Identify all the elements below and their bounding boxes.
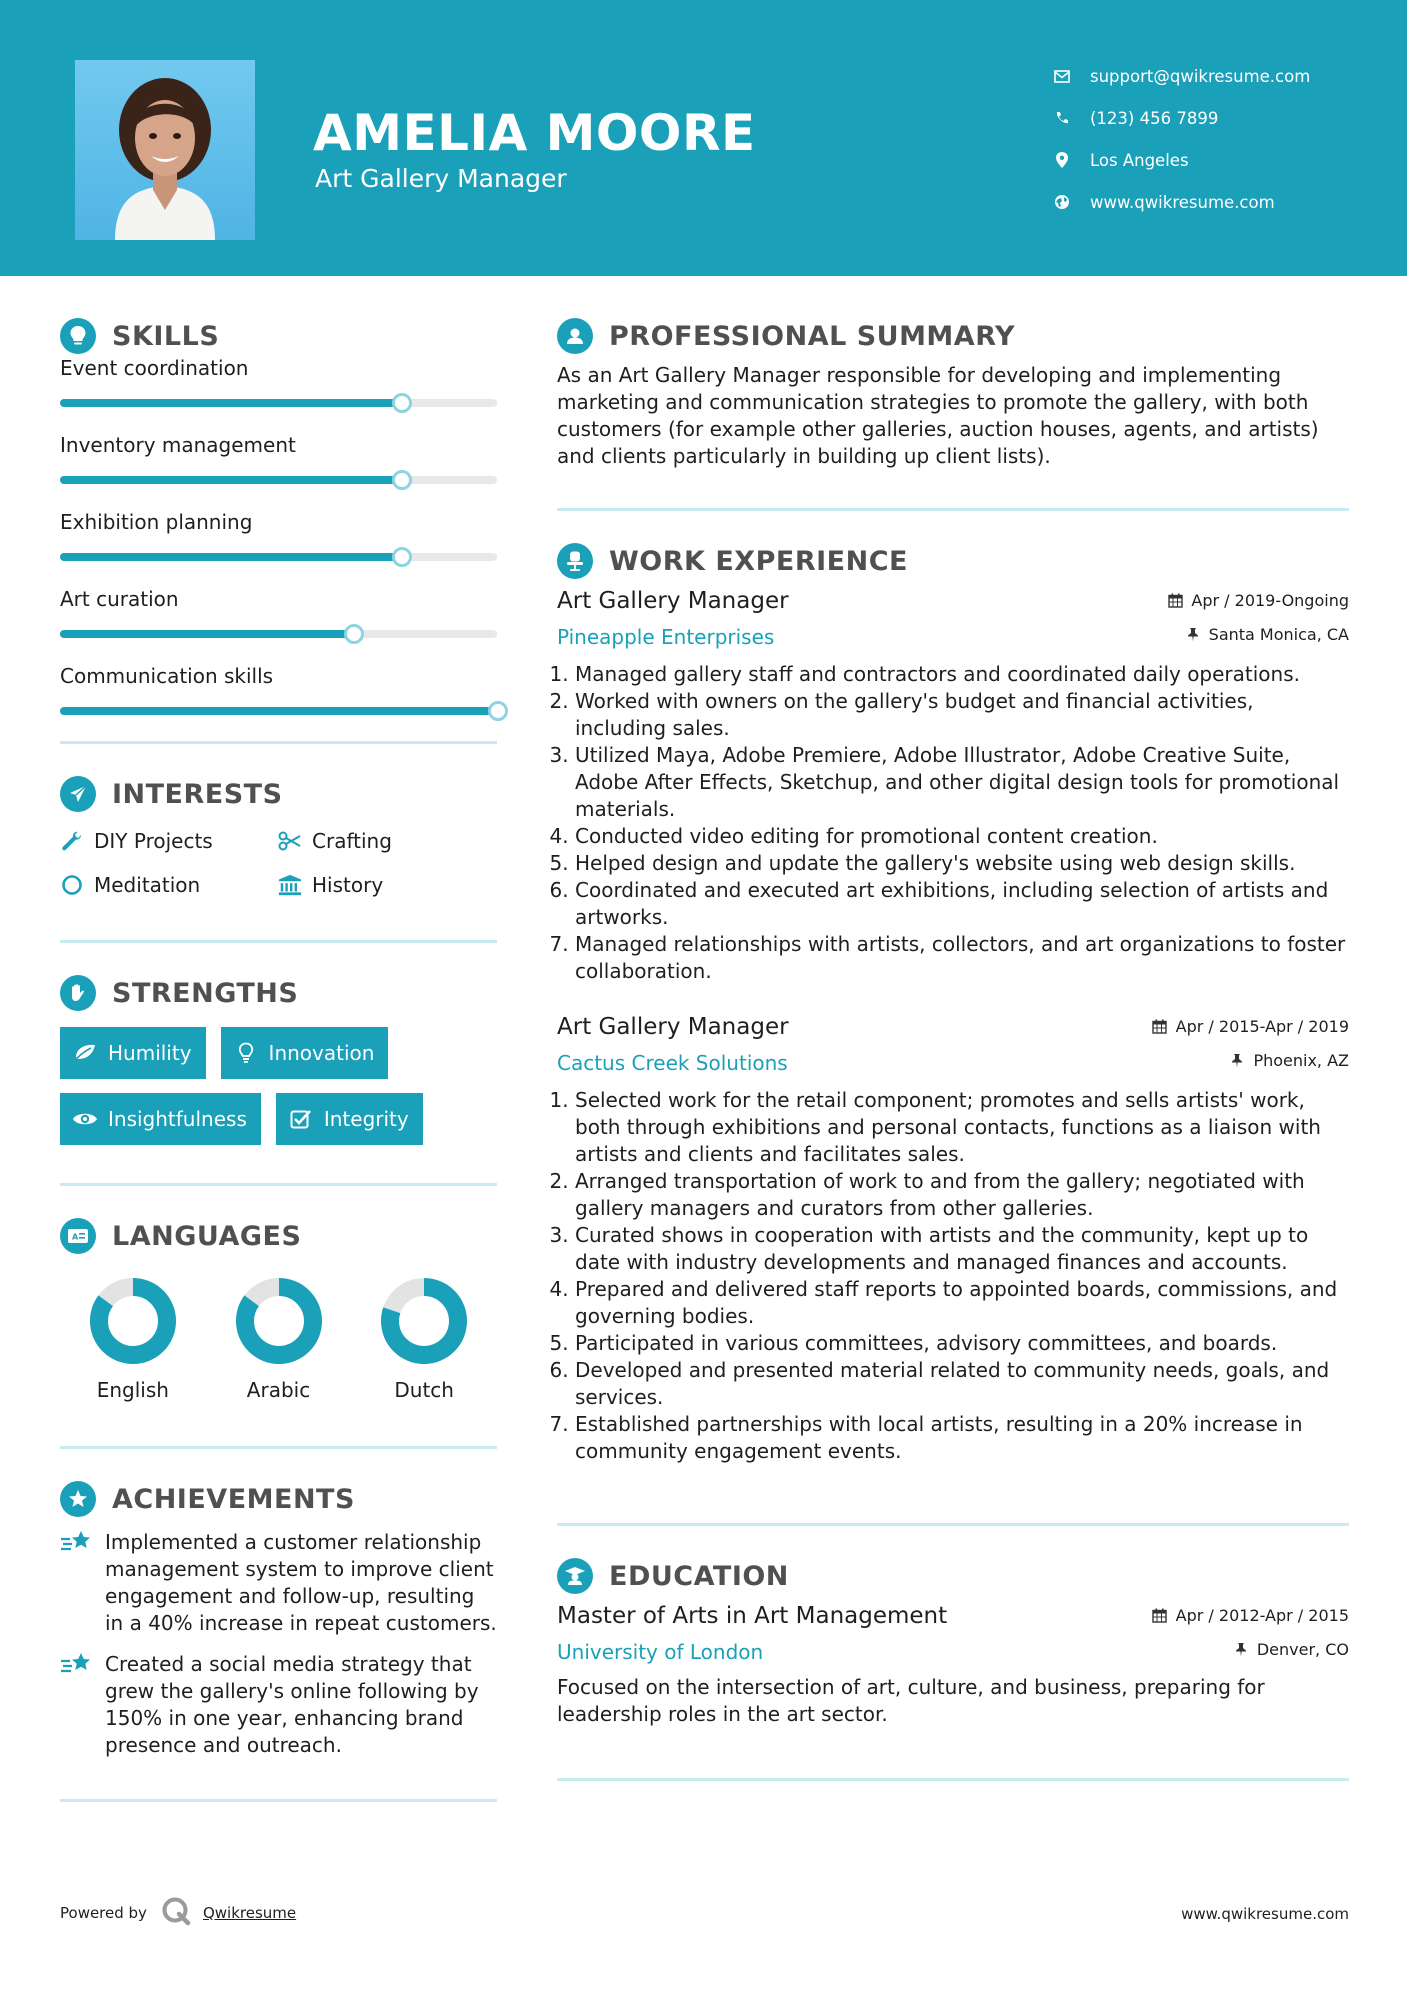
contact-phone[interactable] (1052, 97, 1310, 139)
job-title: Art Gallery Manager (557, 588, 789, 614)
job-location-text: Phoenix, AZ (1253, 1051, 1349, 1070)
pushpin-icon (1229, 1053, 1245, 1069)
job-date (1152, 1017, 1349, 1036)
skill-label: Event coordination (60, 356, 249, 380)
contact-website-text: www.qwikresume.com (1090, 192, 1275, 212)
achievements-heading (60, 1475, 497, 1523)
lightbulb-icon (233, 1040, 259, 1066)
contact-email[interactable] (1052, 55, 1310, 97)
job-bullet: 5. Participated in various committees, advisory committees, and boards. (575, 1330, 1349, 1357)
strength-label: Humility (108, 1041, 192, 1065)
skill-bar-knob (392, 547, 412, 567)
interest-item (60, 870, 278, 900)
skill-bar (60, 476, 497, 484)
skill-label: Art curation (60, 587, 179, 611)
section-divider (60, 1446, 497, 1449)
job-bullets (557, 1087, 1349, 1465)
user-icon (557, 318, 593, 354)
contact-email-text: support@qwikresume.com (1090, 66, 1311, 86)
education-header (557, 1600, 1349, 1668)
strength-label: Integrity (323, 1107, 409, 1131)
qwikresume-logo-icon (161, 1896, 191, 1930)
job-bullets (557, 661, 1349, 985)
right-column (557, 312, 1349, 1781)
job-company: Pineapple Enterprises (557, 625, 775, 649)
job-bullet: 3. Utilized Maya, Adobe Premiere, Adobe Illustrator, Adobe Creative Suite, Adobe After Effects, Sketchup, and other digital design tools for promotional materials. (575, 742, 1349, 823)
hand-icon (60, 975, 96, 1011)
education-degree: Master of Arts in Art Management (557, 1603, 948, 1629)
lightbulb-icon (60, 318, 96, 354)
job-bullet: 1. Managed gallery staff and contractors and coordinated daily operations. (575, 661, 1349, 688)
skill-bar-fill (60, 630, 353, 638)
skill-label: Exhibition planning (60, 510, 253, 534)
skill-bar (60, 707, 497, 715)
skill-row (60, 354, 497, 431)
interests-title: INTERESTS (112, 778, 283, 810)
wrench-icon (60, 829, 84, 853)
job-bullet: 1. Selected work for the retail component; promotes and sells artists' work, both through exhibitions and personal contacts, functions as a liaison with artists and clients and facilitates sales. (575, 1087, 1349, 1168)
job-date (1167, 591, 1349, 610)
skill-bar-knob (344, 624, 364, 644)
envelope-icon (1052, 66, 1072, 86)
interest-label: DIY Projects (94, 829, 213, 853)
strengths-heading (60, 969, 497, 1017)
language-name: Dutch (394, 1378, 454, 1402)
skill-bar-fill (60, 399, 401, 407)
languages-heading (60, 1212, 497, 1260)
language-item (351, 1276, 497, 1402)
strength-badge (60, 1093, 261, 1145)
job-bullet: 2. Worked with owners on the gallery's budget and financial activities, including sales. (575, 688, 1349, 742)
footer-website-link[interactable]: www.qwikresume.com (1181, 1905, 1349, 1923)
languages-title: LANGUAGES (112, 1220, 302, 1252)
calendar-icon (1152, 1608, 1168, 1624)
interests-list (60, 826, 497, 900)
interest-item (278, 870, 496, 900)
job-location (1229, 1051, 1349, 1070)
pushpin-icon (1185, 627, 1201, 643)
skill-bar (60, 553, 497, 561)
skill-bar (60, 630, 497, 638)
skill-bar (60, 399, 497, 407)
skill-row (60, 585, 497, 662)
job-bullet: 6. Coordinated and executed art exhibitions, including selection of artists and artworks. (575, 877, 1349, 931)
strength-badge (276, 1093, 423, 1145)
job-location (1185, 625, 1349, 644)
interest-label: History (312, 873, 384, 897)
calendar-icon (1152, 1019, 1168, 1035)
skill-row (60, 662, 497, 739)
contact-website[interactable] (1052, 181, 1310, 223)
summary-heading (557, 312, 1349, 360)
skills-title: SKILLS (112, 320, 220, 352)
achievements-title: ACHIEVEMENTS (112, 1483, 355, 1515)
strength-badge (60, 1027, 206, 1079)
job-bullet: 4. Conducted video editing for promotional content creation. (575, 823, 1349, 850)
language-donut (88, 1276, 178, 1366)
section-divider (557, 1523, 1349, 1526)
circle-icon (60, 873, 84, 897)
strength-label: Insightfulness (108, 1107, 247, 1131)
section-divider (60, 1183, 497, 1186)
job-bullet: 2. Arranged transportation of work to and from the gallery; negotiated with gallery managers and curators from other galleries. (575, 1168, 1349, 1222)
interest-item (60, 826, 278, 856)
language-icon (60, 1218, 96, 1254)
skill-row (60, 508, 497, 585)
job-bullet: 4. Prepared and delivered staff reports to appointed boards, commissions, and governing bodies. (575, 1276, 1349, 1330)
achievement-text: Created a social media strategy that grew the gallery's online following by 150% in one year, enhancing brand presence and outreach. (105, 1652, 479, 1757)
job-header (557, 1011, 1349, 1079)
section-divider (557, 1778, 1349, 1781)
achievement-item (60, 1529, 497, 1637)
skill-bar-knob (488, 701, 508, 721)
education-heading (557, 1552, 1349, 1600)
contact-list (1052, 55, 1310, 223)
interest-label: Meditation (94, 873, 201, 897)
scissors-icon (278, 829, 302, 853)
resume-header (0, 0, 1407, 276)
contact-location (1052, 139, 1310, 181)
language-item (206, 1276, 352, 1402)
education-school: University of London (557, 1640, 764, 1664)
profile-photo (75, 60, 255, 240)
language-donut (234, 1276, 324, 1366)
skill-bar-fill (60, 553, 401, 561)
job-bullet: 7. Managed relationships with artists, collectors, and art organizations to foster collaboration. (575, 931, 1349, 985)
skill-bar-fill (60, 476, 401, 484)
language-donut (379, 1276, 469, 1366)
interest-label: Crafting (312, 829, 392, 853)
language-item (60, 1276, 206, 1402)
powered-by-text: Powered by (60, 1904, 147, 1922)
languages-list (60, 1276, 497, 1402)
education-location (1233, 1640, 1349, 1659)
contact-phone-text: (123) 456 7899 (1090, 108, 1219, 128)
left-column (60, 312, 497, 1802)
paper-plane-icon (60, 776, 96, 812)
graduate-icon (557, 1558, 593, 1594)
education-location-text: Denver, CO (1256, 1640, 1349, 1659)
footer-brand-link[interactable]: Qwikresume (202, 1904, 297, 1922)
job-bullet: 7. Established partnerships with local artists, resulting in a 20% increase in community engagement events. (575, 1411, 1349, 1465)
job-bullet: 5. Helped design and update the gallery's website using web design skills. (575, 850, 1349, 877)
job-entry (557, 585, 1349, 985)
map-pin-icon (1052, 150, 1072, 170)
job-title: Art Gallery Manager (557, 1014, 789, 1040)
contact-location-text: Los Angeles (1090, 150, 1189, 170)
strengths-list (60, 1027, 497, 1145)
job-entry (557, 1011, 1349, 1465)
skill-bar-fill (60, 707, 497, 715)
section-divider (60, 741, 497, 744)
strengths-title: STRENGTHS (112, 977, 299, 1009)
summary-title: PROFESSIONAL SUMMARY (609, 320, 1016, 352)
star-badge-icon (60, 1481, 96, 1517)
shooting-star-icon (60, 1527, 94, 1557)
language-name: Arabic (246, 1378, 311, 1402)
strength-label: Innovation (268, 1041, 375, 1065)
check-square-icon (288, 1106, 314, 1132)
phone-icon (1052, 108, 1072, 128)
shooting-star-icon (60, 1649, 94, 1679)
skill-label: Inventory management (60, 433, 296, 457)
calendar-icon (1167, 593, 1183, 609)
pushpin-icon (1233, 1642, 1249, 1658)
skill-label: Communication skills (60, 664, 274, 688)
candidate-role: Art Gallery Manager (315, 164, 567, 193)
skills-heading (60, 312, 497, 360)
job-header (557, 585, 1349, 653)
skill-bar-knob (392, 470, 412, 490)
section-divider (557, 508, 1349, 511)
job-date-text: Apr / 2015-Apr / 2019 (1175, 1017, 1349, 1036)
language-name: English (96, 1378, 169, 1402)
footer-powered-by (60, 1896, 296, 1930)
education-date (1152, 1606, 1349, 1625)
chair-icon (557, 543, 593, 579)
candidate-name: AMELIA MOORE (313, 104, 756, 162)
job-date-text: Apr / 2019-Ongoing (1191, 591, 1349, 610)
skills-list (60, 354, 497, 739)
interests-heading (60, 770, 497, 818)
job-company: Cactus Creek Solutions (557, 1051, 788, 1075)
summary-text: As an Art Gallery Manager responsible for developing and implementing marketing and communication strategies to promote the gallery, with both customers (for example other galleries, auction houses, agents, and artists) and clients particularly in building up client lists). (557, 363, 1319, 468)
achievement-text: Implemented a customer relationship management system to improve client engagement and follow-up, resulting in a 40% increase in repeat customers. (105, 1530, 497, 1635)
section-divider (60, 940, 497, 943)
strength-badge (221, 1027, 389, 1079)
leaf-icon (72, 1040, 98, 1066)
education-description: Focused on the intersection of art, culture, and business, preparing for leadership roles in the art sector. (557, 1675, 1265, 1726)
job-bullet: 6. Developed and presented material related to community needs, goals, and services. (575, 1357, 1349, 1411)
eye-icon (72, 1106, 98, 1132)
skill-row (60, 431, 497, 508)
museum-icon (278, 873, 302, 897)
globe-icon (1052, 192, 1072, 212)
experience-title: WORK EXPERIENCE (609, 545, 908, 577)
section-divider (60, 1799, 497, 1802)
experience-heading (557, 537, 1349, 585)
svg-text:A: A (72, 1232, 79, 1242)
education-date-text: Apr / 2012-Apr / 2015 (1175, 1606, 1349, 1625)
interest-item (278, 826, 496, 856)
achievement-item (60, 1651, 497, 1759)
job-location-text: Santa Monica, CA (1208, 625, 1349, 644)
skill-bar-knob (392, 393, 412, 413)
job-bullet: 3. Curated shows in cooperation with artists and the community, kept up to date with industry developments and managed finances and accounts. (575, 1222, 1349, 1276)
education-title: EDUCATION (609, 1560, 789, 1592)
